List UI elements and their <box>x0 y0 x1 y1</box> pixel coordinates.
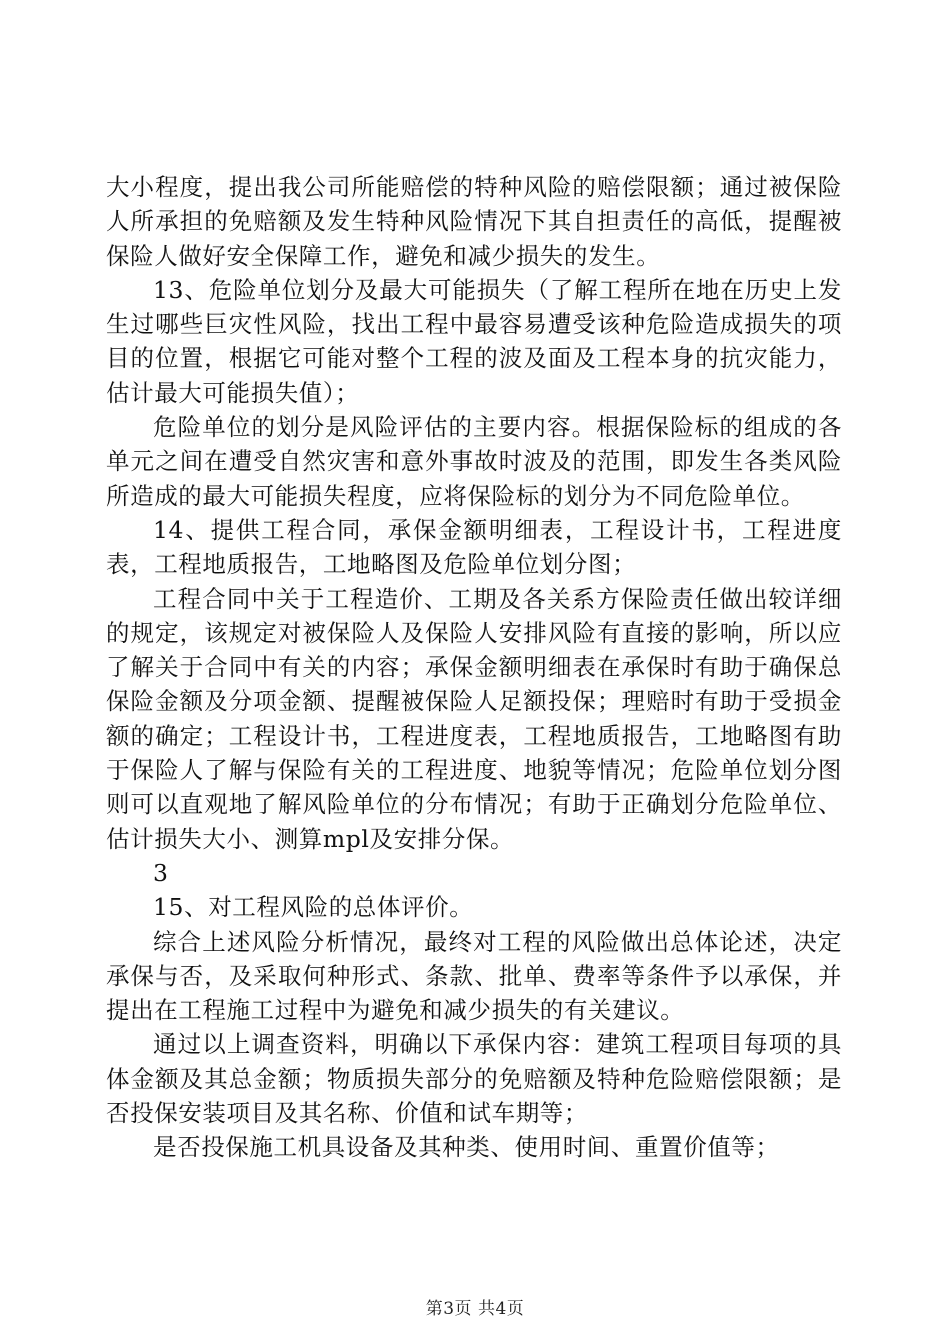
paragraph-10: 是否投保施工机具设备及其种类、使用时间、重置价值等； <box>153 1133 780 1162</box>
page-footer: 第3页 共4页 <box>425 1299 525 1319</box>
paragraph-5: 工程合同中关于工程造价、工期及各关系方保险责任做出较详细的规定，该规定对被保险人及保险人安排风险有直接的影响，所以应了解关于合同中有关的内容；承保金额明细表在承保时有助于确保总保险金额及分项金额、提醒被保险人足额投保；理赔时有助于受损金额的确定；工程设计书，工程进度表，工程地质报告，工地略图有助于保险人了解与保险有关的工程进度、地貌等情况；危险单位划分图则可以直观地了解风险单位的分布情况；有助于正确划分危险单位、估计损失大小、测算mpl及安排分保。 <box>106 584 842 853</box>
paragraph-2: 13、危险单位划分及最大可能损失（了解工程所在地在历史上发生过哪些巨灾性风险，找出工程中最容易遭受该种危险造成损失的项目的位置，根据它可能对整个工程的波及面及工程本身的抗灾能力，估计最大可能损失值）； <box>106 275 842 407</box>
paragraph-7: 15、对工程风险的总体评价。 <box>153 893 474 922</box>
paragraph-1: 大小程度，提出我公司所能赔偿的特种风险的赔偿限额；通过被保险人所承担的免赔额及发生特种风险情况下其自担责任的高低，提醒被保险人做好安全保障工作，避免和减少损失的发生。 <box>106 173 842 270</box>
paragraph-9: 通过以上调查资料，明确以下承保内容：建筑工程项目每项的具体金额及其总金额；物质损失部分的免赔额及特种危险赔偿限额；是否投保安装项目及其名称、价值和试车期等； <box>106 1030 842 1128</box>
document-body <box>106 170 842 1165</box>
paragraph-8: 综合上述风险分析情况，最终对工程的风险做出总体论述，决定承保与否，及采取何种形式、条款、批单、费率等条件予以承保，并提出在工程施工过程中为避免和减少损失的有关建议。 <box>106 927 842 1025</box>
paragraph-4: 14、提供工程合同，承保金额明细表，工程设计书，工程进度表，工程地质报告，工地略图及危险单位划分图； <box>106 515 842 579</box>
paragraph-6: 3 <box>153 858 169 887</box>
paragraph-3: 危险单位的划分是风险评估的主要内容。根据保险标的组成的各单元之间在遭受自然灾害和意外事故时波及的范围，即发生各类风险所造成的最大可能损失程度，应将保险标的划分为不同危险单位。 <box>106 413 842 510</box>
